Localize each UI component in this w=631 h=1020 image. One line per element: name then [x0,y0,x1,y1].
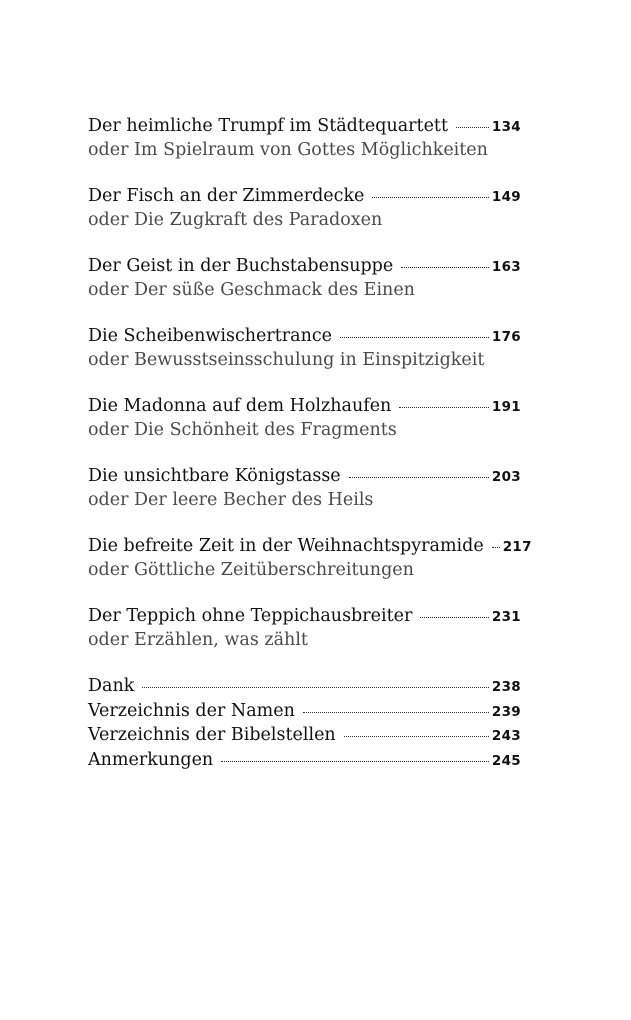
dot-leader [420,617,489,618]
chapter-title: Die befreite Zeit in der Weihnachtspyramide [88,536,484,556]
dot-leader [340,337,489,338]
chapter-subtitle: oder Die Schönheit des Fragments [88,420,397,440]
toc-entry [88,464,521,512]
page-number: 149 [491,189,521,205]
page-number: 191 [491,399,521,415]
toc-entry [88,324,521,372]
chapter-title: Der heimliche Trumpf im Städtequartett [88,116,448,136]
chapter-subtitle: oder Im Spielraum von Gottes Möglichkeiten [88,140,488,160]
toc-entry [88,604,521,652]
chapter-title: Der Geist in der Buchstabensuppe [88,256,394,276]
appendix-line [88,674,521,699]
page-number: 217 [502,539,532,555]
chapter-title: Der Fisch an der Zimmerdecke [88,186,365,206]
chapter-subtitle: oder Göttliche Zeitüberschreitungen [88,560,414,580]
toc-entry [88,114,521,162]
chapter-subtitle: oder Erzählen, was zählt [88,630,308,650]
table-of-contents [88,114,532,772]
chapter-subtitle: oder Die Zugkraft des Paradoxen [88,210,383,230]
page-number: 238 [491,679,521,695]
dot-leader [401,267,489,268]
chapter-title: Die Madonna auf dem Holzhaufen [88,396,392,416]
chapter-title: Die unsichtbare Königstasse [88,466,341,486]
appendix-title: Anmerkungen [88,749,214,770]
page-number: 134 [491,119,521,135]
toc-entry [88,184,521,232]
appendix-line [88,723,521,748]
toc-entry-line [88,324,521,348]
dot-leader [221,761,489,762]
page-number: 163 [491,259,521,275]
chapter-subtitle: oder Bewusstseinsschulung in Einspitzigkeit [88,350,485,370]
dot-leader [142,687,489,688]
page-number: 239 [491,703,521,720]
toc-entry-line [88,534,532,558]
toc-entry-line [88,254,521,278]
dot-leader [492,547,500,548]
toc-entry [88,394,521,442]
toc-entry-line [88,394,521,418]
dot-leader [456,127,489,128]
toc-entry-line [88,604,521,628]
toc-entry-line [88,114,521,138]
appendix-section [88,674,521,772]
page-number: 176 [491,329,521,345]
toc-entry-line [88,464,521,488]
chapter-title: Der Teppich ohne Teppichausbreiter [88,606,413,626]
appendix-line [88,699,521,724]
appendix-title: Verzeichnis der Bibelstellen [88,725,336,745]
appendix-title: Dank [88,676,135,696]
toc-entry [88,534,532,582]
chapter-subtitle: oder Der leere Becher des Heils [88,490,374,510]
dot-leader [372,197,488,198]
dot-leader [303,712,489,713]
dot-leader [349,477,489,478]
dot-leader [399,407,489,408]
chapter-title: Die Scheibenwischertrance [88,326,333,346]
appendix-title: Verzeichnis der Namen [88,700,295,721]
page-number: 231 [491,609,521,625]
page-number: 203 [491,469,521,485]
dot-leader [344,736,489,737]
page-number: 245 [491,752,521,769]
page-number: 243 [491,728,521,744]
toc-entry [88,254,521,302]
appendix-line [88,748,521,773]
toc-entry-line [88,184,521,208]
chapter-subtitle: oder Der süße Geschmack des Einen [88,280,415,300]
